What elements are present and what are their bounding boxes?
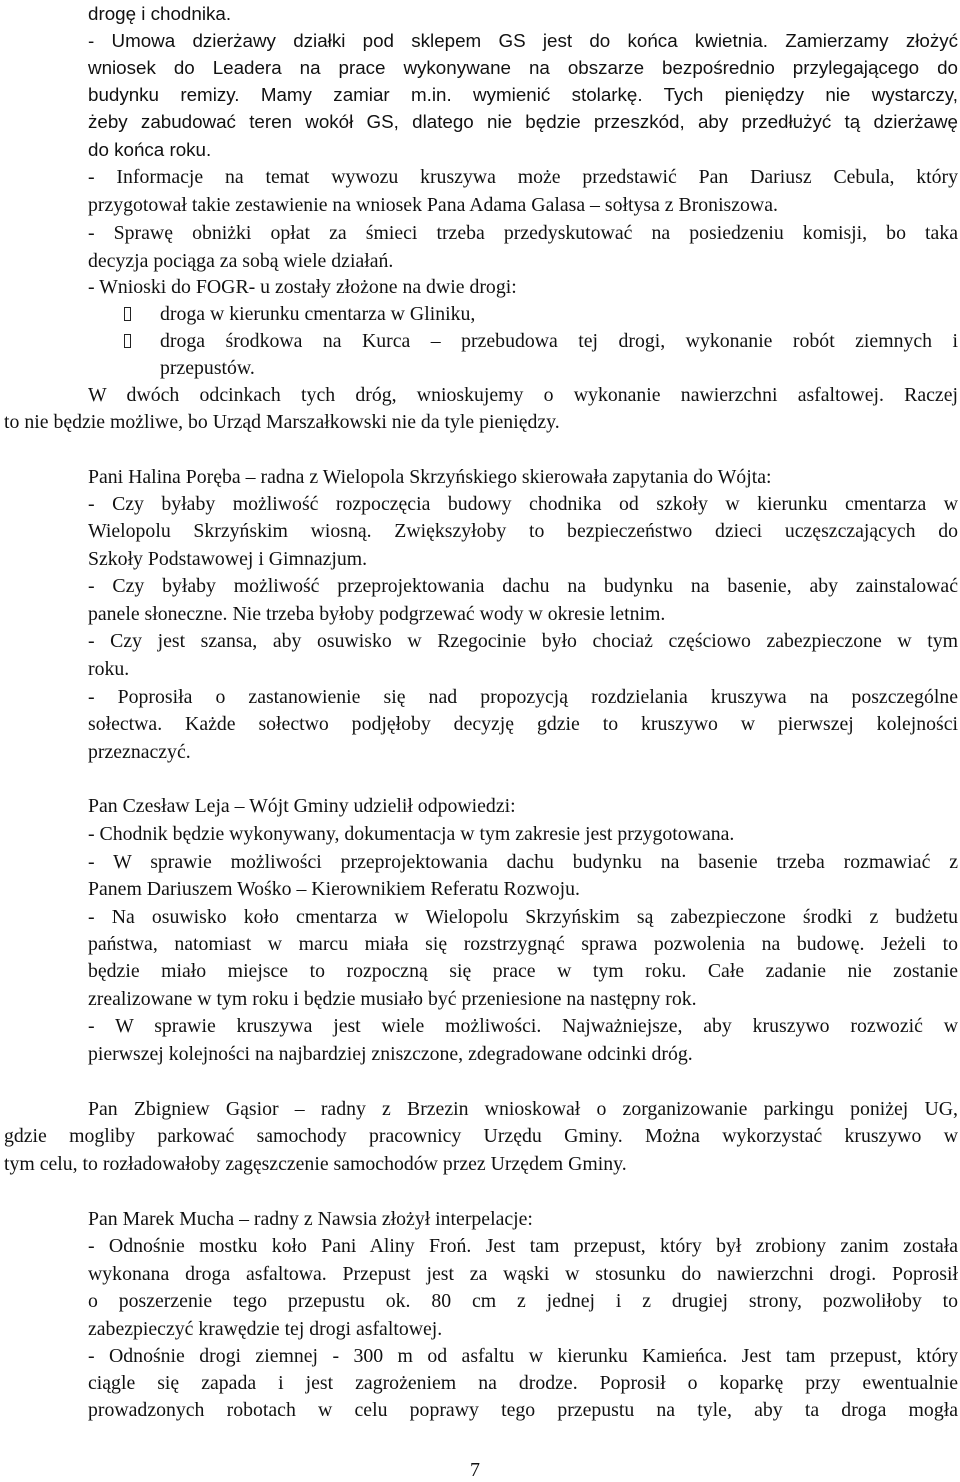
text-line: to nie będzie możliwe, bo Urząd Marszałkowski nie da tyle pieniędzy. (4, 411, 560, 433)
page-number: 7 (470, 1459, 480, 1481)
list-item: droga środkowa na Kurca – przebudowa tej drogi, wykonanie robót ziemnych i (160, 330, 958, 352)
text-line: - Odnośnie drogi ziemnej - 300 m od asfaltu w kierunku Kamieńca. Jest tam przepust, który (88, 1345, 958, 1367)
text-line: wykonana droga asfaltowa. Przepust jest za wąski w stosunku do nawierzchni drogi. Poprosił (88, 1263, 958, 1285)
text-line: - Umowa dzierżawy działki pod sklepem GS jest do końca kwietnia. Zamierzamy złożyć (88, 30, 958, 51)
text-line: wniosek do Leadera na prace wykonywane na obszarze bezpośrednio przylegającego do (88, 57, 958, 78)
text-line: - Chodnik będzie wykonywany, dokumentacja w tym zakresie jest przygotowana. (88, 823, 735, 845)
text-line: państwa, natomiast w marcu miała się rozstrzygnąć sprawa pozwolenia na budowę. Jeżeli to (88, 933, 958, 955)
text-line: - Informacje na temat wywozu kruszywa może przedstawić Pan Dariusz Cebula, który (88, 166, 958, 188)
text-line: roku. (88, 658, 130, 680)
text-line: zabezpieczyć krawędzie tej drogi asfaltowej. (88, 1318, 443, 1340)
text-line: żeby zabudować teren wokół GS, dlatego nie będzie przeszkód, aby przedłużyć tą dzierżawę (88, 111, 958, 132)
text-line: Wielopolu Skrzyńskim wiosną. Zwiększyłoby to bezpieczeństwo dzieci uczęszczających do (88, 520, 958, 542)
text-line: - Sprawę obniżki opłat za śmieci trzeba przedyskutować na posiedzeniu komisji, bo taka (88, 222, 958, 244)
list-item: droga w kierunku cmentarza w Gliniku, (160, 303, 476, 325)
text-line: - Czy byłaby możliwość przeprojektowania dachu na budynku na basenie, aby zainstalować (88, 575, 958, 597)
text-line: W dwóch odcinkach tych dróg, wnioskujemy o wykonanie nawierzchni asfaltowej. Raczej (88, 384, 958, 406)
text-line: budynku remizy. Mamy zamiar m.in. wymienić stolarkę. Tych pieniędzy nie wystarczy, (88, 84, 958, 105)
text-line: - W sprawie możliwości przeprojektowania dachu budynku na basenie trzeba rozmawiać z (88, 851, 958, 873)
text-line: ciągle się zapada i jest zagrożeniem na drodze. Poprosił o koparkę przy ewentualnie (88, 1372, 958, 1394)
text-line: gdzie mogliby parkować samochody pracownicy Urzędu Gminy. Można wykorzystać kruszywo w (4, 1125, 958, 1147)
text-line: prowadzonych robotach w celu poprawy tego przepustu na tyle, aby ta droga mogła (88, 1399, 958, 1421)
bullet-icon (124, 334, 131, 348)
text-line: decyzja pociąga za sobą wiele działań. (88, 250, 394, 272)
text-line: - Czy byłaby możliwość rozpoczęcia budowy chodnika od szkoły w kierunku cmentarza w (88, 493, 958, 515)
text-line: Panem Dariuszem Wośko – Kierownikiem Referatu Rozwoju. (88, 878, 580, 900)
bullet-icon (124, 307, 131, 321)
text-line: Szkoły Podstawowej i Gimnazjum. (88, 548, 368, 570)
text-line: drogę i chodnika. (88, 3, 232, 24)
text-line: Pan Zbigniew Gąsior – radny z Brzezin wnioskował o zorganizowanie parkingu poniżej UG, (88, 1098, 958, 1120)
text-line: - W sprawie kruszywa jest wiele możliwości. Najważniejsze, aby kruszywo rozwozić w (88, 1015, 958, 1037)
text-line: pierwszej kolejności na najbardziej zniszczone, zdegradowane odcinki dróg. (88, 1043, 693, 1065)
text-line: zrealizowane w tym roku i będzie musiało być przeniesione na następny rok. (88, 988, 697, 1010)
text-line: przepustów. (160, 357, 255, 379)
text-line: Pani Halina Poręba – radna z Wielopola Skrzyńskiego skierowała zapytania do Wójta: (88, 466, 772, 488)
text-line: do końca roku. (88, 139, 212, 160)
text-line: - Na osuwisko koło cmentarza w Wielopolu Skrzyńskim są zabezpieczone środki z budżetu (88, 906, 958, 928)
text-line: Pan Czesław Leja – Wójt Gminy udzielił odpowiedzi: (88, 795, 516, 817)
text-line: o poszerzenie tego przepustu ok. 80 cm z jednej i z drugiej strony, pozwoliłoby to (88, 1290, 958, 1312)
text-line: przeznaczyć. (88, 741, 191, 763)
text-line: tym celu, to rozładowałoby zagęszczenie samochodów przez Urzędem Gminy. (4, 1153, 627, 1175)
text-line: będzie miało miejsce to rozpoczną się prace w tym roku. Całe zadanie nie zostanie (88, 960, 958, 982)
text-line: sołectwa. Każde sołectwo podjęłoby decyzję gdzie to kruszywo w pierwszej kolejności (88, 713, 958, 735)
text-line: - Odnośnie mostku koło Pani Aliny Froń. Jest tam przepust, który był zrobiony zanim została (88, 1235, 958, 1257)
text-line: - Wnioski do FOGR- u zostały złożone na dwie drogi: (88, 276, 517, 298)
text-line: Pan Marek Mucha – radny z Nawsia złożył interpelacje: (88, 1208, 533, 1230)
text-line: - Czy jest szansa, aby osuwisko w Rzegocinie było chociaż częściowo zabezpieczone w tym (88, 630, 958, 652)
text-line: - Poprosiła o zastanowienie się nad propozycją rozdzielania kruszywa na poszczególne (88, 686, 958, 708)
text-line: przygotował takie zestawienie na wniosek Pana Adama Galasa – sołtysa z Broniszowa. (88, 194, 778, 216)
text-line: panele słoneczne. Nie trzeba byłoby podgrzewać wody w okresie letnim. (88, 603, 666, 625)
